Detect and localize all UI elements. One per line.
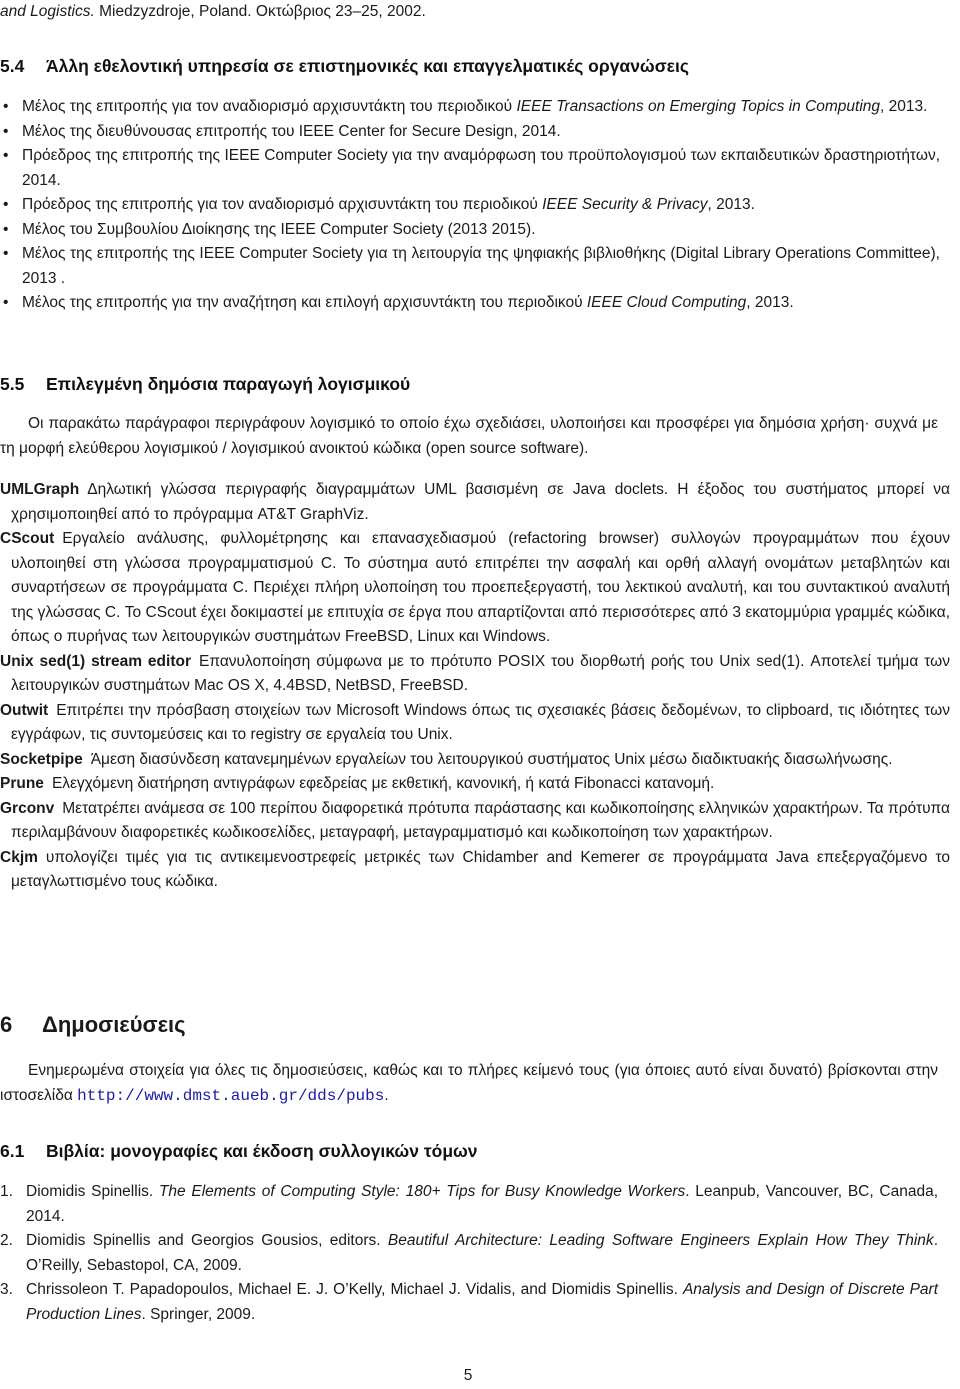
- volunteer-service-list: [0, 95, 940, 316]
- software-entry: Unix sed(1) stream editor Επανυλοποίηση σύμφωνα με το πρότυπο POSIX του διορθωτή ροής του Unix sed(1). Αποτελεί τμήμα των λειτουργικών συστημάτων Mac OS X, 4.4BSD, NetBSD, FreeBSD.: [0, 652, 950, 694]
- book-list: [0, 1180, 938, 1327]
- section-5-5-heading: 5.5 Επιλεγμένη δημόσια παραγωγή λογισμικού: [0, 374, 411, 394]
- list-item: • Μέλος της επιτροπής για τον αναδιορισμό αρχισυντάκτη του περιοδικού IEEE Transactions on Emerging Topics in Computing, 2013.: [0, 95, 940, 120]
- list-item: • Πρόεδρος της επιτροπής της IEEE Computer Society για την αναμόρφωση του προϋπολογισμού των εκπαιδευτικών δραστηριοτήτων, 2014.: [0, 144, 940, 193]
- software-intro: Οι παρακάτω παράγραφοι περιγράφουν λογισμικό το οποίο έχω σχεδιάσει, υλοποιήσει και προσφέρει για δημόσια χρήση· συχνά με τη μορφή ελεύθερου λογισμικού / λογισμικού ανοικτού κώδικα (open source software).: [0, 415, 938, 457]
- lead-line: [0, 0, 426, 25]
- software-list: [0, 478, 950, 895]
- page-number: 5: [463, 1367, 473, 1384]
- reference-item: 3. Chrissoleon T. Papadopoulos, Michael E. J. O’Kelly, Michael J. Vidalis, and Diomidis Spinellis. Analysis and Design of Discrete Part Production Lines. Springer, 2009.: [0, 1281, 939, 1323]
- software-entry: Outwit Επιτρέπει την πρόσβαση στοιχείων των Microsoft Windows όπως τις σχεσιακές βάσεις δεδομένων, το clipboard, τις ιδιότητες των εγγράφων, τις συντομεύσεις και το registry σε εργαλεία του Unix.: [0, 701, 950, 743]
- list-item: • Μέλος του Συμβουλίου Διοίκησης της IEEE Computer Society (2013 2015).: [0, 218, 940, 243]
- reference-item: 1. Diomidis Spinellis. The Elements of Computing Style: 180+ Tips for Busy Knowledge Workers. Leanpub, Vancouver, BC, Canada, 2014.: [0, 1183, 939, 1225]
- lead-italic: and Logistics.: [0, 3, 95, 20]
- software-entry: Prune Ελεγχόμενη διατήρηση αντιγράφων εφεδρείας με εκθετική, κανονική, ή κατά Fibonacci κατανομή.: [0, 775, 715, 792]
- publications-intro: Ενημερωμένα στοιχεία για όλες τις δημοσιεύσεις, καθώς και το πλήρες κείμενό τους (για όποιες αυτό είναι δυνατό) βρίσκονται στην ιστοσελίδα http://www.dmst.aueb.gr/dds/pubs.: [0, 1062, 938, 1105]
- section-6-heading: 6 Δημοσιεύσεις: [0, 1012, 186, 1037]
- section-6-1-heading: 6.1 Βιβλία: μονογραφίες και έκδοση συλλογικών τόμων: [0, 1141, 478, 1161]
- publications-link[interactable]: http://www.dmst.aueb.gr/dds/pubs: [77, 1086, 385, 1105]
- software-entry: CScout Εργαλείο ανάλυσης, φυλλομέτρησης και επανασχεδιασμού (refactoring browser) συλλογών προγραμμάτων που έχουν υλοποιηθεί στη γλώσσα προγραμματισμού C. Το σύστημα αυτό επιτρέπει την ασφαλή και ορθή αλλαγή ονομάτων μεταβλητών και συναρτήσεων σε προγράμματα C. Περιέχει πλήρη υλοποίηση του προεπεξεργαστή, του λεκτικού αναλυτή, και του συντακτικού αναλυτή της γλώσσας C. Το CScout έχει δοκιμαστεί με επιτυχία σε έργα που απαρτίζονται από περισσότερες από 3 εκατομμύρια γραμμές κώδικα, όπως ο πυρήνας των λειτουργικών συστημάτων FreeBSD, Linux και Windows.: [0, 530, 950, 645]
- list-item: • Μέλος της επιτροπής για την αναζήτηση και επιλογή αρχισυντάκτη του περιοδικού IEEE Cloud Computing, 2013.: [0, 291, 940, 316]
- software-entry: UMLGraph Δηλωτική γλώσσα περιγραφής διαγραμμάτων UML βασισμένη σε Java doclets. Η έξοδος του συστήματος μπορεί να χρησιμοποιηθεί από το πρόγραμμα AT&T GraphViz.: [0, 481, 950, 523]
- lead-rest: Miedzyzdroje, Poland. Οκτώβριος 23–25, 2002.: [99, 3, 426, 20]
- list-item: • Πρόεδρος της επιτροπής για τον αναδιορισμό αρχισυντάκτη του περιοδικού IEEE Security & Privacy, 2013.: [0, 193, 940, 218]
- list-item: • Μέλος της διευθύνουσας επιτροπής του IEEE Center for Secure Design, 2014.: [0, 120, 940, 145]
- software-entry: Ckjm υπολογίζει τιμές για τις αντικειμενοστρεφείς μετρικές των Chidamber and Kemerer σε προγράμματα Java επεξεργαζόμενο το μεταγλωττισμένο τους κώδικα.: [0, 848, 950, 890]
- software-entry: Socketpipe Άμεση διασύνδεση κατανεμημένων εργαλείων του λειτουργικού συστήματος Unix μέσω διαδικτυακής διασωλήνωσης.: [0, 750, 893, 768]
- software-entry: Grconv Μετατρέπει ανάμεσα σε 100 περίπου διαφορετικά πρότυπα παράστασης και κωδικοποίησης ελληνικών χαρακτήρων. Τα πρότυπα περιλαμβάνουν διαφορετικές κωδικοσελίδες, μεταγραφή, μεταγραμματισμό και κωδικοποίηση των χαρακτήρων.: [0, 799, 950, 841]
- list-item: • Μέλος της επιτροπής της IEEE Computer Society για τη λειτουργία της ψηφιακής βιβλιοθήκης (Digital Library Operations Committee), 2013 .: [0, 242, 940, 291]
- reference-item: 2. Diomidis Spinellis and Georgios Gousios, editors. Beautiful Architecture: Leading Software Engineers Explain How They Think. O’Reilly, Sebastopol, CA, 2009.: [0, 1232, 938, 1274]
- section-5-4-heading: 5.4 Άλλη εθελοντική υπηρεσία σε επιστημονικές και επαγγελματικές οργανώσεις: [0, 56, 689, 76]
